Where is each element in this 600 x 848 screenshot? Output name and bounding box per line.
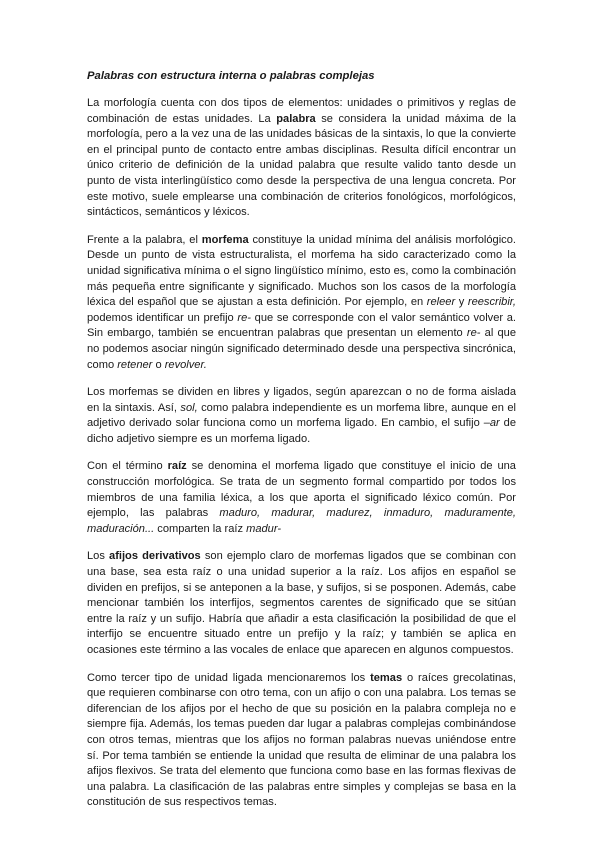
text-segment: o raíces grecolatinas, que requieren combinarse con otro tema, con un afijo o con una palabra. Los temas se diferencian de los afijos por el hecho de que su posición en la palabra compleja no e siempre fija. Además, los temas pueden dar lugar a palabras complejas combinándose con otros temas, mientras que los afijos no forman palabras nuevas uniéndose entre sí. Por tema también se entiende la unidad que resulta de eliminar de una palabra los afijos flexivos. Se trata del elemento que funciona como base en las formas flexivas de una palabra. La clasificación de las palabras entre simples y complejas se basa en la constitución de sus respectivos temas. bbox=[87, 671, 516, 809]
text-segment: son ejemplo claro de morfemas ligados que se combinan con una base, sea esta raíz o una unidad superior a la raíz. Los afijos en español se dividen en prefijos, si se anteponen a la base, y sufijos, si se posponen. Además, cabe mencionar también los interfijos, segmentos carentes de significado que se sitúan entre la raíz y un sufijo. Habría que añadir a esta clasificación la posibilidad de que el interfijo se encuentre situado entre un prefijo y la raíz; y también se aplica en ocasiones este término a las vocales de enlace que aparecen en algunos compuestos. bbox=[87, 550, 516, 656]
italic-term: re- bbox=[466, 327, 481, 340]
text-segment: Los bbox=[87, 550, 110, 563]
italic-term: sol, bbox=[180, 401, 198, 414]
text-segment: Como tercer tipo de unidad ligada mencionaremos los bbox=[87, 671, 371, 684]
text-segment: y bbox=[455, 296, 468, 309]
italic-term: maduro, madurar, madurez, inmaduro, maduramente, maduración... bbox=[87, 507, 516, 535]
text-segment: comparten la raíz bbox=[154, 522, 247, 535]
text-segment: al que no podemos asociar ningún significado determinado desde una perspectiva sincrónica, como bbox=[87, 327, 516, 371]
paragraph-1 bbox=[87, 96, 516, 221]
text-segment: Los morfemas se dividen en libres y ligados, según aparezcan o no de forma aislada en la sintaxis. Así, bbox=[87, 386, 516, 414]
bold-term: afijos derivativos bbox=[109, 550, 201, 563]
bold-term: temas bbox=[370, 671, 403, 684]
italic-term: revolver. bbox=[164, 358, 207, 371]
italic-term: reescribir, bbox=[467, 296, 516, 309]
italic-term: re- bbox=[237, 311, 251, 324]
text-segment: La morfología cuenta con dos tipos de elementos: unidades o primitivos y reglas de combinación de estas unidades. La bbox=[87, 97, 516, 125]
paragraph-2 bbox=[87, 233, 516, 373]
bold-term: palabra bbox=[276, 112, 316, 125]
text-segment: podemos identificar un prefijo bbox=[87, 311, 238, 324]
paragraph-4 bbox=[87, 459, 516, 537]
paragraph-5 bbox=[87, 549, 516, 658]
document-title: Palabras con estructura interna o palabras complejas bbox=[87, 70, 375, 82]
italic-term: releer bbox=[426, 296, 456, 309]
text-segment: Frente a la palabra, el bbox=[87, 233, 202, 246]
text-segment: se considera la unidad máxima de la morfología, pero a la vez una de las unidades básicas de la sintaxis, lo que la convierte en el principal punto de contacto entre ambas disciplinas. Resulta difícil encontrar un único criterio de definición de la unidad palabra que resulte valido tanto desde un punto de vista interlingüístico como desde la perspectiva de una lengua concreta. Por este motivo, suele emplearse una combinación de criterios fonológicos, morfológicos, sintácticos, semánticos y léxicos. bbox=[87, 112, 516, 219]
text-segment: que se corresponde con el valor semántico volver a. Sin embargo, también se encuentran palabras que presentan un elemento bbox=[87, 311, 517, 340]
text-segment: constituye la unidad mínima del análisis morfológico. Desde un punto de vista estructuralista, el morfema ha sido caracterizado como la unidad significativa mínima o el signo lingüístico mínimo, esto es, como la combinación más pequeña entre significante y significado. Muchos son los casos de la morfología léxica del español que se ajustan a esta definición. Por ejemplo, en bbox=[87, 233, 516, 309]
paragraph-6 bbox=[87, 671, 516, 811]
italic-term: –ar bbox=[483, 417, 500, 430]
bold-term: morfema bbox=[201, 233, 249, 246]
italic-term: madur- bbox=[246, 522, 282, 535]
paragraph-3 bbox=[87, 385, 516, 447]
text-segment: o bbox=[152, 358, 165, 371]
italic-term: retener bbox=[117, 358, 153, 371]
document-body bbox=[87, 96, 516, 811]
text-segment: se denomina el morfema ligado que constituye el inicio de una construcción morfológica. Se trata de un segmento formal compartido por todos los miembros de una familia léxica, a los que aporta el significado léxico común. Por ejemplo, las palabras bbox=[87, 460, 516, 520]
text-segment: como palabra independiente es un morfema libre, aunque en el adjetivo derivado solar funciona como un morfema ligado. En cambio, el sufijo bbox=[87, 401, 516, 430]
text-segment: Con el término bbox=[87, 460, 168, 473]
bold-term: raíz bbox=[167, 460, 187, 473]
text-segment: de dicho adjetivo siempre es un morfema ligado. bbox=[87, 417, 517, 445]
